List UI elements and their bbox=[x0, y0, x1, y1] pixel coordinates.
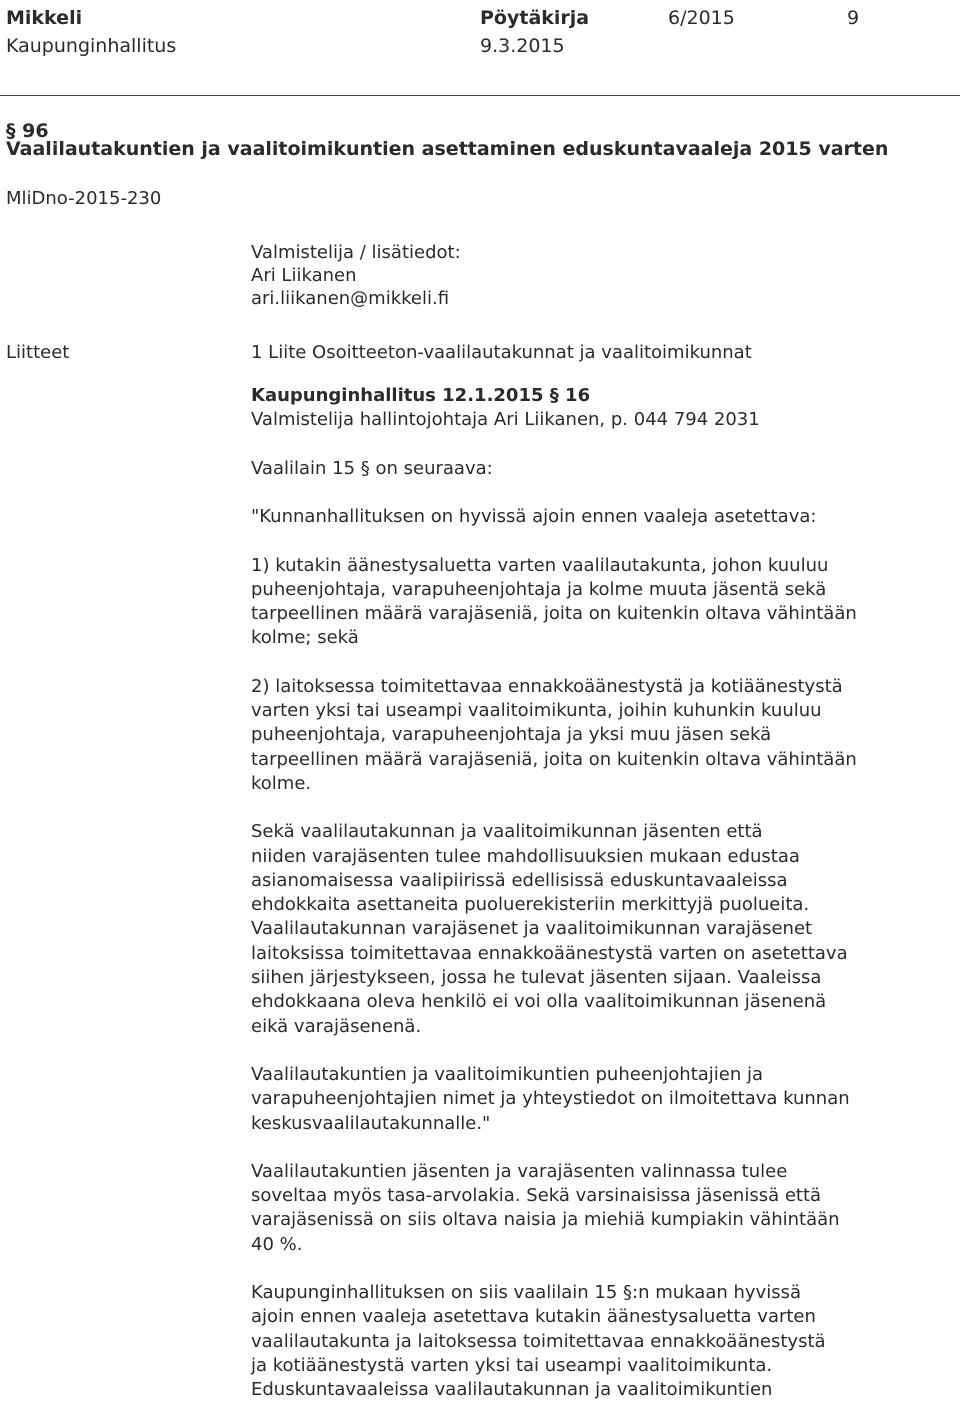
diary-number: MliDno-2015-230 bbox=[6, 188, 162, 209]
header-mid bbox=[480, 4, 589, 60]
paragraph-line: keskusvaalilautakunnalle." bbox=[251, 1112, 491, 1134]
paragraph bbox=[251, 505, 901, 529]
previous-decision-title: Kaupunginhallitus 12.1.2015 § 16 bbox=[251, 385, 591, 406]
previous-decision bbox=[251, 384, 901, 432]
section-number: § 96 bbox=[6, 120, 49, 142]
paragraph-line: ehdokkaana oleva henkilö ei voi olla vaalitoimikunnan jäsenenä bbox=[251, 991, 827, 1013]
preparer-email: ari.liikanen@mikkeli.fi bbox=[251, 288, 450, 309]
page-number: 9 bbox=[847, 7, 860, 29]
doc-type: Pöytäkirja bbox=[480, 7, 590, 29]
paragraph-line: tarpeellinen määrä varajäseniä, joita on kuitenkin oltava vähintään bbox=[251, 748, 857, 770]
minutes-number: 6/2015 bbox=[668, 7, 735, 29]
paragraph-line: Kaupunginhallituksen on siis vaalilain 15 §:n mukaan hyvissä bbox=[251, 1282, 801, 1304]
header-divider bbox=[0, 95, 960, 96]
paragraph-line: kolme; sekä bbox=[251, 627, 359, 649]
paragraph-line: tarpeellinen määrä varajäseniä, joita on kuitenkin oltava vähintään bbox=[251, 603, 857, 625]
attachment-item: 1 Liite Osoitteeton-vaalilautakunnat ja vaalitoimikunnat bbox=[251, 342, 752, 363]
paragraph-line: 40 %. bbox=[251, 1233, 303, 1255]
paragraph bbox=[251, 1281, 901, 1402]
paragraph-line: niiden varajäsenten tulee mahdollisuuksien mukaan edustaa bbox=[251, 845, 800, 867]
paragraph-line: varten yksi tai useampi vaalitoimikunta, joihin kuhunkin kuuluu bbox=[251, 700, 822, 722]
paragraph-line: ehdokkaita asettaneita puoluerekisteriin merkittyjä puolueita. bbox=[251, 894, 810, 916]
body-name: Kaupunginhallitus bbox=[6, 35, 177, 57]
paragraph-line: 1) kutakin äänestysaluetta varten vaalilautakunta, johon kuuluu bbox=[251, 554, 829, 576]
paragraph-line: puheenjohtaja, varapuheenjohtaja ja kolme muuta jäsentä sekä bbox=[251, 578, 827, 600]
meeting-date: 9.3.2015 bbox=[480, 35, 565, 57]
paragraph-line: Vaalilautakuntien jäsenten ja varajäsenten valinnassa tulee bbox=[251, 1160, 788, 1182]
org-name: Mikkeli bbox=[6, 7, 83, 29]
paragraph bbox=[251, 675, 901, 796]
paragraph-line: Vaalilautakuntien ja vaalitoimikuntien puheenjohtajien ja bbox=[251, 1063, 764, 1085]
paragraph-line: Vaalilautakunnan varajäsenet ja vaalitoimikunnan varajäsenet bbox=[251, 918, 813, 940]
paragraph bbox=[251, 1063, 901, 1136]
section-title: Vaalilautakuntien ja vaalitoimikuntien asettaminen eduskuntavaaleja 2015 varten bbox=[6, 138, 889, 160]
paragraph-line: asianomaisessa vaalipiirissä edellisissä eduskuntavaaleissa bbox=[251, 869, 788, 891]
paragraph bbox=[251, 820, 901, 1039]
paragraph-line: soveltaa myös tasa-arvolakia. Sekä varsinaisissa jäsenissä että bbox=[251, 1185, 822, 1207]
paragraph-line: kolme. bbox=[251, 772, 312, 794]
previous-decision-preparer: Valmistelija hallintojohtaja Ari Liikanen, p. 044 794 2031 bbox=[251, 409, 760, 430]
paragraph bbox=[251, 554, 901, 651]
paragraph-line: varajäsenissä on siis oltava naisia ja miehiä kumpiakin vähintään bbox=[251, 1209, 840, 1231]
paragraph-line: Eduskuntavaaleissa vaalilautakunnan ja vaalitoimikuntien bbox=[251, 1379, 773, 1401]
paragraph-line: varapuheenjohtajien nimet ja yhteystiedot on ilmoitettava kunnan bbox=[251, 1088, 850, 1110]
paragraph-line: vaalilautakunta ja laitoksessa toimitettavaa ennakkoäänestystä bbox=[251, 1330, 826, 1352]
paragraph-line: Sekä vaalilautakunnan ja vaalitoimikunnan jäsenten että bbox=[251, 821, 763, 843]
paragraph-line: ja kotiäänestystä varten yksi tai useampi vaalitoimikunta. bbox=[251, 1354, 773, 1376]
paragraph-line: Vaalilain 15 § on seuraava: bbox=[251, 458, 493, 479]
preparer-block bbox=[251, 241, 901, 310]
preparer-label: Valmistelija / lisätiedot: bbox=[251, 242, 461, 263]
paragraph-line: 2) laitoksessa toimitettavaa ennakkoäänestystä ja kotiäänestystä bbox=[251, 675, 843, 697]
attachments-label: Liitteet bbox=[6, 342, 70, 363]
paragraph-line: ajoin ennen vaaleja asetettava kutakin äänestysaluetta varten bbox=[251, 1306, 816, 1328]
paragraph bbox=[251, 1160, 901, 1257]
paragraph-line: puheenjohtaja, varapuheenjohtaja ja yksi muu jäsen sekä bbox=[251, 724, 772, 746]
paragraph-line: "Kunnanhallituksen on hyvissä ajoin ennen vaaleja asetettava: bbox=[251, 506, 817, 528]
preparer-name: Ari Liikanen bbox=[251, 265, 357, 286]
header-left bbox=[6, 4, 176, 60]
paragraph-line: laitoksissa toimitettavaa ennakkoäänestystä varten on asetettava bbox=[251, 942, 848, 964]
paragraph-line: eikä varajäsenenä. bbox=[251, 1015, 422, 1037]
paragraph-line: siihen järjestykseen, jossa he tulevat jäsenten sijaan. Vaaleissa bbox=[251, 967, 822, 989]
paragraph bbox=[251, 457, 901, 481]
body-text bbox=[251, 457, 901, 1427]
